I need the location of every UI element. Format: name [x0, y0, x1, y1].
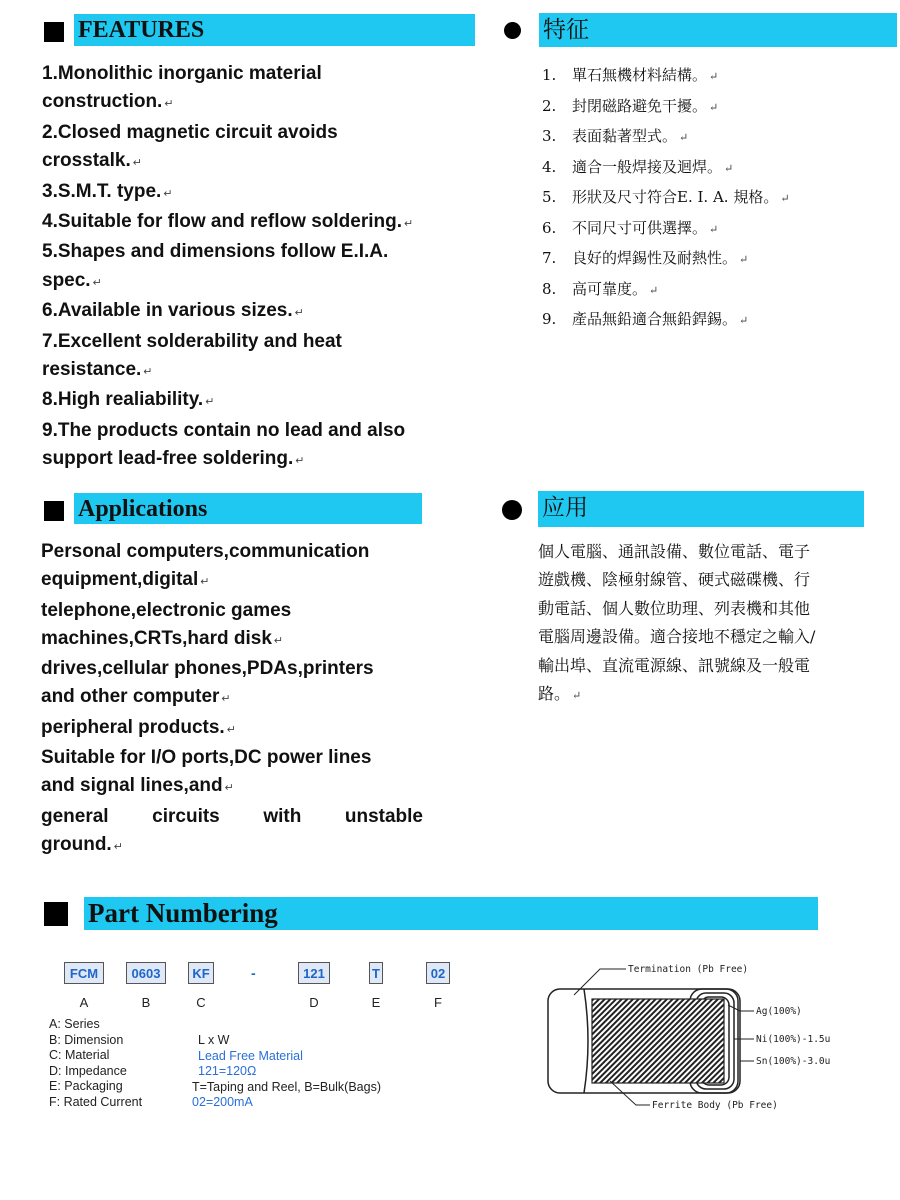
- feature-line-zh: [542, 61, 790, 92]
- legend-value: Lead Free Material: [198, 1048, 303, 1063]
- feature-number-zh: 8.: [542, 279, 557, 298]
- applications-text-en: [41, 538, 423, 861]
- application-text-en: ground.: [41, 833, 112, 855]
- part-numbering-title: Part Numbering: [88, 898, 278, 928]
- return-mark: ↵: [294, 307, 304, 320]
- feature-line-en: [42, 328, 413, 356]
- feature-text-en: 8.High realiability.: [42, 389, 204, 411]
- feature-text-zh: 適合一般焊接及迴焊。: [572, 157, 723, 176]
- application-line-en: [41, 625, 423, 655]
- part-code-box: 121: [298, 962, 330, 984]
- part-code-letter: C: [196, 995, 206, 1010]
- application-text-en: drives,cellular phones,PDAs,printers: [41, 658, 374, 680]
- return-mark: ↵: [709, 70, 719, 83]
- inductor-structure-diagram: [540, 955, 900, 1135]
- return-mark: ↵: [273, 634, 284, 647]
- feature-text-en: 1.Monolithic inorganic material: [42, 63, 322, 84]
- application-line-en: [41, 683, 423, 713]
- application-text-en: and other computer: [41, 686, 220, 708]
- features-title: FEATURES: [78, 17, 205, 43]
- part-code-letter: F: [434, 995, 442, 1010]
- return-mark: ↵: [709, 222, 719, 236]
- feature-text-en: 7.Excellent solderability and heat: [42, 330, 342, 352]
- sn-label: Sn(100%)-3.0u: [756, 1056, 831, 1067]
- applications-title: Applications: [78, 496, 208, 522]
- features-header: [74, 14, 475, 46]
- legend-value: 121=120Ω: [198, 1064, 257, 1078]
- return-mark: ↵: [226, 723, 236, 736]
- legend-label: A: Series: [49, 1017, 100, 1031]
- feature-line-zh: [542, 305, 790, 336]
- part-code-box: 02: [426, 962, 450, 984]
- applications-zh-header: [538, 491, 864, 527]
- feature-line-zh: [542, 122, 790, 153]
- application-line-zh: [538, 652, 868, 680]
- feature-number-zh: 7.: [542, 249, 557, 267]
- feature-text-en: 3.S.M.T. type.: [42, 180, 162, 202]
- feature-line-zh: [542, 275, 790, 306]
- application-text-zh: 個人電腦、通訊設備、數位電話、電子: [538, 542, 811, 561]
- return-mark: ↵: [403, 218, 414, 231]
- part-code-box: KF: [188, 962, 214, 984]
- application-line-zh: [538, 680, 868, 710]
- features-list-zh: [542, 61, 790, 336]
- feature-number-zh: 3.: [542, 127, 557, 145]
- applications-header: [74, 493, 422, 524]
- application-text-zh: 動電話、個人數位助理、列表機和其他: [538, 598, 811, 618]
- application-word-en: general: [41, 805, 109, 827]
- return-mark: ↵: [679, 131, 689, 144]
- feature-line-en: [42, 208, 413, 238]
- return-mark: ↵: [143, 366, 153, 379]
- feature-line-en: [42, 178, 413, 208]
- feature-text-en: 4.Suitable for flow and reflow soldering.: [42, 211, 402, 233]
- application-text-en: and signal lines,and: [41, 775, 223, 797]
- application-text-en: Personal computers,communication: [41, 541, 370, 562]
- part-code-box: T: [369, 962, 383, 984]
- return-mark: ↵: [205, 396, 215, 409]
- features-list-en: [42, 60, 413, 476]
- feature-text-en: support lead-free soldering.: [42, 448, 294, 470]
- feature-text-zh: 封閉磁路避免干擾。: [572, 96, 708, 115]
- return-mark: ↵: [113, 840, 123, 853]
- return-mark: ↵: [295, 455, 305, 468]
- return-mark: ↵: [92, 276, 102, 289]
- application-line-justified: [41, 803, 423, 831]
- return-mark: ↵: [739, 314, 749, 327]
- application-text-en: equipment,digital: [41, 569, 199, 591]
- legend-label: E: Packaging: [49, 1079, 123, 1093]
- part-code-letter: B: [141, 995, 151, 1010]
- application-text-zh: 電腦周邊設備。適合接地不穩定之輸入/: [538, 627, 816, 647]
- application-text-en: machines,CRTs,hard disk: [41, 627, 272, 649]
- feature-line-en: [42, 60, 413, 88]
- return-mark: ↵: [649, 283, 659, 297]
- application-word-en: circuits: [152, 805, 220, 827]
- features-bullet-square: [44, 22, 64, 42]
- feature-line-zh: [542, 214, 790, 245]
- part-number-code-row: [0, 962, 480, 986]
- application-text-zh: 路。: [538, 684, 571, 704]
- feature-line-en: [42, 445, 413, 475]
- application-text-zh: 輸出埠、直流電源線、訊號線及一般電: [538, 655, 811, 675]
- feature-number-zh: 1.: [542, 66, 557, 84]
- feature-line-en: [42, 147, 413, 177]
- legend-label: C: Material: [49, 1048, 110, 1062]
- feature-text-zh: 形狀及尺寸符合E. I. A. 規格。: [572, 188, 779, 206]
- return-mark: ↵: [780, 192, 790, 205]
- features-zh-title: 特征: [543, 17, 589, 43]
- application-word-en: unstable: [344, 805, 423, 827]
- feature-line-en: [42, 356, 413, 386]
- feature-text-zh: 產品無鉛適合無鉛銲錫。: [572, 310, 738, 328]
- feature-number-zh: 4.: [542, 157, 557, 176]
- part-code-box: FCM: [64, 962, 104, 984]
- features-zh-bullet-dot: [504, 22, 521, 39]
- feature-text-en: 2.Closed magnetic circuit avoids: [42, 121, 338, 143]
- return-mark: ↵: [132, 157, 142, 170]
- feature-line-en: [42, 417, 413, 445]
- application-line-en: [41, 655, 423, 683]
- application-line-zh: [538, 623, 868, 651]
- return-mark: ↵: [224, 782, 234, 795]
- application-line-zh: [538, 538, 868, 566]
- application-line-zh: [538, 595, 868, 623]
- feature-text-zh: 表面黏著型式。: [572, 127, 678, 145]
- feature-number-zh: 2.: [542, 96, 557, 115]
- ferrite-body-shape: [592, 999, 724, 1083]
- application-text-zh: 遊戲機、陰極射線管、硬式磁碟機、行: [538, 570, 811, 590]
- return-mark: ↵: [164, 98, 174, 111]
- application-line-en: [41, 566, 423, 596]
- return-mark: ↵: [221, 693, 231, 706]
- application-text-en: telephone,electronic games: [41, 599, 292, 621]
- feature-line-en: [42, 267, 413, 297]
- feature-text-zh: 高可靠度。: [572, 279, 648, 298]
- part-numbering-bullet-square: [44, 902, 68, 926]
- ni-label: Ni(100%)-1.5u: [756, 1034, 831, 1045]
- part-number-legend-values: [192, 1033, 381, 1111]
- application-line-en: [41, 538, 423, 566]
- feature-text-en: spec.: [42, 269, 91, 291]
- feature-text-en: 5.Shapes and dimensions follow E.I.A.: [42, 241, 389, 263]
- applications-text-zh: [538, 538, 868, 710]
- part-code-letter: D: [309, 995, 319, 1010]
- feature-line-en: [42, 88, 413, 118]
- termination-label: Termination (Pb Free): [628, 964, 749, 975]
- legend-label: D: Impedance: [49, 1063, 127, 1078]
- feature-text-en: resistance.: [42, 359, 142, 381]
- return-mark: ↵: [572, 689, 582, 703]
- application-text-en: Suitable for I/O ports,DC power lines: [41, 747, 372, 769]
- feature-line-zh: [542, 153, 790, 184]
- feature-line-zh: [542, 183, 790, 214]
- legend-label: B: Dimension: [49, 1032, 124, 1047]
- legend-value: T=Taping and Reel, B=Bulk(Bags): [192, 1079, 381, 1094]
- feature-text-zh: 不同尺寸可供選擇。: [572, 218, 708, 237]
- feature-text-en: construction.: [42, 91, 163, 113]
- feature-line-en: [42, 386, 413, 416]
- feature-line-zh: [542, 244, 790, 275]
- application-line-en: [41, 831, 423, 861]
- feature-text-en: 6.Available in various sizes.: [42, 300, 293, 322]
- application-line-en: [41, 772, 423, 802]
- feature-text-zh: 單石無機材料結構。: [572, 66, 708, 84]
- application-line-zh: [538, 566, 868, 594]
- ag-label: Ag(100%): [756, 1006, 802, 1017]
- return-mark: ↵: [739, 253, 749, 266]
- features-zh-header: [539, 13, 897, 47]
- ferrite-label: Ferrite Body (Pb Free): [652, 1100, 778, 1111]
- application-word-en: with: [263, 805, 302, 827]
- feature-text-en: crosstalk.: [42, 150, 131, 172]
- legend-label: F: Rated Current: [49, 1094, 143, 1109]
- application-line-en: [41, 597, 423, 625]
- application-line-en: [41, 714, 423, 744]
- return-mark: ↵: [163, 187, 173, 200]
- feature-line-en: [42, 238, 413, 266]
- feature-number-zh: 5.: [542, 188, 557, 206]
- feature-line-en: [42, 119, 413, 147]
- return-mark: ↵: [200, 576, 210, 589]
- part-code-letter: A: [79, 995, 89, 1010]
- part-code-box: 0603: [126, 962, 166, 984]
- legend-value: 02=200mA: [192, 1095, 253, 1109]
- part-code-dash: -: [251, 965, 256, 981]
- feature-text-zh: 良好的焊錫性及耐熱性。: [572, 249, 738, 267]
- return-mark: ↵: [724, 161, 734, 175]
- application-line-en: [41, 744, 423, 772]
- application-text-en: peripheral products.: [41, 716, 225, 738]
- applications-zh-bullet-dot: [502, 500, 522, 520]
- applications-zh-title: 应用: [542, 495, 588, 521]
- feature-line-en: [42, 297, 413, 327]
- feature-text-en: 9.The products contain no lead and also: [42, 419, 406, 441]
- feature-number-zh: 6.: [542, 218, 557, 237]
- return-mark: ↵: [709, 100, 719, 114]
- feature-number-zh: 9.: [542, 310, 557, 328]
- part-code-letter: E: [371, 995, 381, 1010]
- legend-value: L x W: [198, 1033, 230, 1047]
- feature-line-zh: [542, 92, 790, 123]
- part-numbering-header: [84, 897, 818, 930]
- applications-bullet-square: [44, 501, 64, 521]
- part-number-legend-labels: [49, 1017, 142, 1110]
